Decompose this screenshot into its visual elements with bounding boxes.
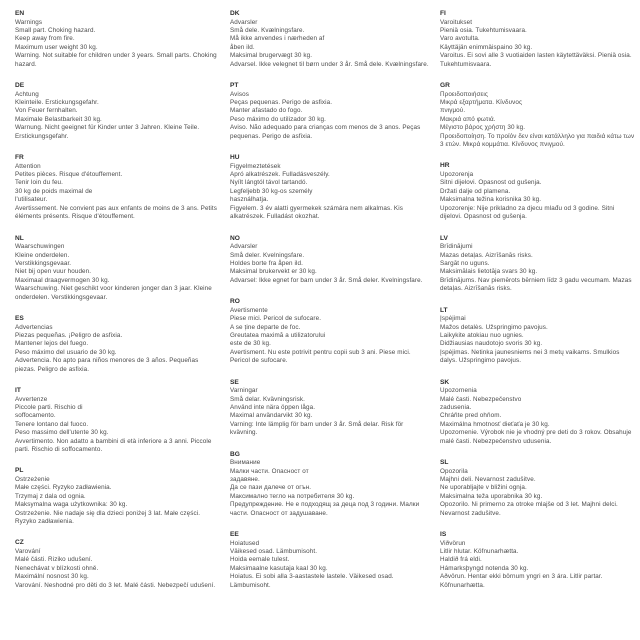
warning-line: Максимално тегло на потребителя 30 kg.	[230, 492, 355, 500]
warning-line: задавяне.	[230, 476, 260, 483]
warning-line: Да се пази далече от огън.	[230, 484, 312, 492]
warning-line: Hoiatus. Ei sobi alla 3-aastastele lastele. Väikesed osad. Lämbumisoht.	[230, 573, 394, 589]
warning-line: Malé časti. Nebezpečenstvo	[440, 395, 522, 403]
warning-line: Maximal användarvikt 30 kg.	[230, 412, 313, 420]
warning-line: Apró alkatrészek. Fulladásveszély.	[230, 171, 330, 179]
language-section-de	[15, 82, 217, 141]
language-code: LT	[440, 306, 448, 314]
warning-line: Внимание	[230, 459, 261, 467]
warning-line: Figyelmeztetések	[230, 162, 281, 170]
warning-line: Maximální nosnost 30 kg.	[15, 573, 89, 581]
warning-line: Didžiausias naudotojo svoris 30 kg.	[440, 340, 543, 348]
warning-line: Advarsel: Ikke egnet for barn under 3 år. Små deler. Kvelningsfare.	[230, 276, 423, 284]
warning-line: Upozorenja	[440, 171, 474, 179]
warning-line: Mažos detalės. Užspringimo pavojus.	[440, 323, 548, 331]
warning-line: åben ild.	[230, 43, 255, 51]
language-code: HU	[230, 154, 240, 162]
warning-line: Varování. Neshodné pro děti do 3 let. Malé části. Nebezpečí udušení.	[15, 581, 216, 589]
warning-line: Maksimālais lietotāja svars 30 kg.	[440, 268, 538, 276]
language-section-dk	[230, 10, 432, 69]
warning-line: Предупреждение. Не е подходящ за деца под 3 години. Малки части. Опасност от задушаване.	[230, 501, 420, 517]
warning-line: Warning. Not suitable for children under 3 years. Small parts. Choking hazard.	[15, 52, 217, 68]
warning-line: Maximale Belastbarkeit 30 kg.	[15, 115, 102, 123]
warning-line: Ostrzeżenie. Nie nadaje się dla dzieci poniżej 3 lat. Małe części. Ryzyko zadławienia.	[15, 509, 201, 526]
warning-line: Peças pequenas. Perigo de asfixia.	[230, 99, 333, 107]
language-code: FI	[440, 10, 446, 17]
warning-line: Įspėjimai	[440, 315, 466, 323]
warning-line: Avertisment. Nu este potrivit pentru copii sub 3 ani. Piese mici. Pericol de sufocare.	[230, 348, 411, 365]
warning-line: Manter afastado do fogo.	[230, 107, 303, 115]
warning-line: 30 kg de poids maximal de	[15, 187, 93, 195]
language-code: LV	[440, 234, 448, 242]
language-code: PL	[15, 467, 24, 475]
warning-line: Kleinteile. Erstickungsgefahr.	[15, 99, 99, 107]
language-code: FR	[15, 154, 24, 162]
language-code: DK	[230, 10, 240, 17]
warning-line: Piezas pequeñas. ¡Peligro de asfixia.	[15, 331, 123, 339]
warning-line: Von Feuer fernhalten.	[15, 107, 78, 115]
warning-line: Small part. Choking hazard.	[15, 27, 96, 34]
language-section-es	[15, 315, 217, 374]
language-section-pl	[15, 467, 217, 526]
warning-line: Aðvörun. Hentar ekki börnum yngri en 3 ára. Litlir partar. Köfnunarhætta.	[440, 573, 603, 589]
warning-line: Opozorila	[440, 467, 468, 475]
warning-line: Małe części. Ryzyko zadławienia.	[15, 484, 112, 492]
language-code: EE	[230, 531, 239, 539]
warning-line: Sargāt no uguns.	[440, 259, 490, 267]
language-code: BG	[230, 450, 240, 458]
warning-line: Varoitus. Ei sovi alle 3 vuotiaiden lasten käytettäväksi. Pieniä osia. Tukehtumisvaara.	[440, 52, 632, 68]
warning-line: Maksimalna teža uporabnika 30 kg.	[440, 492, 543, 500]
warning-line: Upozornenie. Výrobok nie je vhodný pre deti do 3 rokov. Obsahuje malé časti. Nebezpečenstvo udusenia.	[440, 429, 632, 445]
warning-line: Advarsler	[230, 18, 258, 26]
warning-line: Maksimal brugervægt 30 kg.	[230, 52, 313, 60]
language-code: SK	[440, 378, 450, 386]
warning-line: Må ikke anvendes i nærheden af	[230, 35, 325, 43]
language-section-lt	[440, 307, 636, 366]
warning-line: Sitni dijelovi. Opasnost od gušenja.	[440, 179, 542, 187]
warning-line: Advarsler	[230, 243, 258, 251]
warning-line: zadusenia.	[440, 403, 472, 411]
warning-line: Mantener lejos del fuego.	[15, 340, 89, 348]
warning-line: este de 30 kg.	[230, 340, 271, 348]
warning-line: Varning: Inte lämplig för barn under 3 år. Små delar. Risk för kvävning.	[230, 420, 404, 437]
warning-line: Keep away from fire.	[15, 35, 75, 43]
language-code: ES	[15, 314, 24, 322]
warning-line: Legfeljebb 30 kg-os személy	[230, 187, 313, 195]
warning-line: Avvertimento. Non adatto a bambini di età inferiore a 3 anni. Piccole parti. Rischio di soffocamento.	[15, 437, 212, 453]
warnings-column-2	[230, 10, 432, 603]
language-code: IS	[440, 531, 447, 539]
warnings-column-1	[15, 10, 217, 603]
warning-line: Använd inte nära öppen låga.	[230, 403, 316, 411]
warning-line: Малки части. Опасност от	[230, 467, 309, 475]
warning-line: Attention	[15, 162, 41, 170]
warning-line: Små delar. Kvävningsrisk.	[230, 395, 305, 403]
language-code: GR	[440, 82, 450, 90]
language-section-sk	[440, 379, 636, 446]
language-code: NL	[15, 234, 24, 242]
language-code: DE	[15, 82, 25, 90]
warning-line: Maximálna hmotnosť dieťaťa je 30 kg.	[440, 420, 550, 428]
warning-line: használhatja.	[230, 196, 269, 204]
warning-line: Maksimalna težina korisnika 30 kg.	[440, 196, 542, 204]
warning-line: Varo avotulta.	[440, 35, 480, 43]
warning-line: Avvertenze	[15, 395, 48, 403]
warning-line: Varningar	[230, 387, 258, 395]
warning-line: Avertismente	[230, 306, 268, 314]
warning-line: Ne uporabljajte v bližini ognja.	[440, 484, 527, 492]
warning-line: Laikykite atokiau nuo ugnies.	[440, 331, 524, 339]
language-section-hu	[230, 154, 432, 221]
warning-line: Niet bij open vuur houden.	[15, 268, 92, 276]
warning-line: Μακριά από φωτιά.	[440, 115, 496, 123]
warning-line: Holdes borte fra åpen ild.	[230, 259, 303, 267]
warning-line: Haldið frá eldi.	[440, 556, 482, 564]
language-code: SE	[230, 378, 239, 386]
language-section-bg	[230, 451, 432, 518]
warning-line: Nyílt lángtól távol tartandó.	[230, 179, 308, 187]
warnings-column-3	[440, 10, 636, 603]
warning-line: Warnung. Nicht geeignet für Kinder unter 3 Jahren. Kleine Teile. Erstickungsgefahr.	[15, 124, 200, 140]
language-section-gr	[440, 82, 636, 149]
warning-line: Verstikkingsgevaar.	[15, 259, 72, 267]
warning-line: Litlir hlutar. Köfnunarhætta.	[440, 548, 519, 556]
warning-line: Maksimal brukervekt er 30 kg.	[230, 268, 317, 276]
language-section-ee	[230, 531, 432, 590]
warning-line: Små dele. Kvælningsfare.	[230, 27, 305, 34]
language-code: IT	[15, 386, 21, 394]
warning-line: Držati dalje od plamena.	[440, 187, 511, 195]
warning-line: Warnings	[15, 18, 43, 26]
warning-line: Peso máximo del usuario de 30 kg.	[15, 348, 117, 356]
warning-line: Ostrzeżenie	[15, 476, 50, 483]
warning-line: Malé části. Riziko udušení.	[15, 556, 93, 564]
language-code: NO	[230, 234, 240, 242]
warning-line: Väikesed osad. Lämbumisoht.	[230, 548, 318, 556]
warning-line: Μέγιστο βάρος χρήστη 30 kg.	[440, 124, 526, 132]
warning-line: πνιγμού.	[440, 107, 466, 115]
warning-line: Greutatea maximă a utilizatorului	[230, 331, 326, 339]
language-code: SL	[440, 459, 449, 466]
warning-line: Προειδοποιήσεις	[440, 90, 489, 98]
warning-line: Upozorenje: Nije prikladno za djecu mlađu od 3 godine. Sitni dijelovi. Opasnost od gušenja.	[440, 204, 615, 221]
warning-line: Advertencias	[15, 323, 53, 331]
warning-line: Opozorilo. Ni primerno za otroke mlajše od 3 let. Majhni delci. Nevarnost zadušitve.	[440, 501, 618, 517]
warning-line: Chráňte pred ohňom.	[440, 412, 502, 420]
warning-line: Majhni deli. Nevarnost zadušitve.	[440, 476, 536, 483]
warning-line: Įspėjimas. Netinka jaunesniems nei 3 metų vaikams. Smulkios dalys. Užspringimo pavojus.	[440, 348, 620, 365]
warning-line: Maximaal draagvermogen 30 kg.	[15, 276, 110, 284]
warning-line: Maksymalna waga użytkownika: 30 kg.	[15, 501, 128, 509]
warning-line: Peso máximo do utilizador 30 kg.	[230, 115, 326, 123]
language-section-sl	[440, 459, 636, 518]
language-code: PT	[230, 82, 239, 90]
warning-line: Advarsel. Ikke velegnet til børn under 3 år. Små dele. Kvælningsfare.	[230, 60, 429, 68]
warning-line: Käyttäjän enimmäispaino 30 kg.	[440, 43, 533, 51]
warning-line: l'utilisateur.	[15, 196, 48, 204]
warning-line: Tenir loin du feu.	[15, 179, 64, 187]
warning-line: Waarschuwingen	[15, 243, 65, 251]
language-section-nl	[15, 235, 217, 302]
warning-line: Brīdinājums. Nav piemērots bērniem līdz 3 gadu vecumam. Mazas detaļas. Aizrīšanās risks.	[440, 276, 632, 293]
language-section-en	[15, 10, 217, 69]
warning-line: Piccole parti. Rischio di	[15, 403, 83, 411]
warning-line: Advertencia. No apto para niños menores de 3 años. Pequeñas piezas. Peligro de asfixia.	[15, 357, 199, 373]
warning-line: Aviso. Não adequado para crianças com menos de 3 anos. Peças pequenas. Perigo de asfixia.	[230, 124, 421, 140]
language-section-fi	[440, 10, 636, 69]
language-section-is	[440, 531, 636, 590]
language-section-pt	[230, 82, 432, 141]
language-section-it	[15, 387, 217, 454]
warning-line: Hoida eemale tulest.	[230, 556, 290, 564]
warning-line: Nenechávat v blízkosti ohně.	[15, 564, 99, 572]
warning-line: Maksimaalne kasutaja kaal 30 kg.	[230, 564, 328, 572]
language-section-lv	[440, 235, 636, 294]
warning-line: Μικρά εξαρτήματα. Κίνδυνος	[440, 99, 523, 107]
language-section-ro	[230, 298, 432, 365]
language-code: RO	[230, 298, 240, 306]
warning-line: Kleine onderdelen.	[15, 251, 70, 259]
language-section-no	[230, 235, 432, 286]
warning-line: soffocamento.	[15, 412, 56, 420]
language-section-hr	[440, 162, 636, 221]
warning-line: Hámarksþyngd notenda 30 kg.	[440, 564, 529, 572]
warning-line: Viðvörun	[440, 539, 466, 547]
warning-line: Små deler. Kvelningsfare.	[230, 251, 305, 259]
warning-line: Petites pièces. Risque d'étouffement.	[15, 171, 123, 179]
warning-line: Varování	[15, 548, 41, 556]
warning-line: Figyelem. 3 év alatti gyermekek számára nem alkalmas. Kis alkatrészek. Fulladást okozhat.	[230, 204, 403, 221]
warning-line: Achtung	[15, 90, 39, 98]
warning-line: Tenere lontano dal fuoco.	[15, 420, 89, 428]
language-section-se	[230, 379, 432, 438]
language-code: CZ	[15, 539, 24, 547]
warning-line: Mazas detaļas. Aizrīšanās risks.	[440, 251, 533, 259]
warning-line: Trzymaj z dala od ognia.	[15, 492, 86, 500]
language-code: HR	[440, 162, 450, 170]
language-code: EN	[15, 10, 25, 17]
warning-line: Piese mici. Pericol de sufocare.	[230, 315, 322, 323]
warning-line: Προειδοποίηση. Το προϊόν δεν είναι κατάλληλο για παιδιά κάτω των 3 ετών. Μικρά κομμάτια. Κίνδυνος πνιγμού.	[440, 132, 635, 149]
warning-line: Pieniä osia. Tukehtumisvaara.	[440, 27, 527, 34]
warning-line: Brīdinājumi	[440, 243, 473, 251]
warning-line: A se ține departe de foc.	[230, 323, 301, 331]
warning-line: Varoitukset	[440, 18, 473, 26]
warning-line: Avertissement. Ne convient pas aux enfants de moins de 3 ans. Petits éléments présents. Risque d'étouffement.	[15, 204, 217, 221]
warning-line: Hoiatused	[230, 539, 260, 547]
warning-line: Maximum user weight 30 kg.	[15, 43, 98, 51]
warning-line: Avisos	[230, 90, 250, 98]
warning-line: Upozornenia	[440, 387, 477, 395]
language-section-cz	[15, 539, 217, 590]
warning-line: Waarschuwing. Niet geschikt voor kinderen jonger dan 3 jaar. Kleine onderdelen. Verstikkingsgevaar.	[15, 285, 212, 301]
language-section-fr	[15, 154, 217, 221]
warning-line: Peso massimo dell'utente 30 kg.	[15, 429, 109, 437]
